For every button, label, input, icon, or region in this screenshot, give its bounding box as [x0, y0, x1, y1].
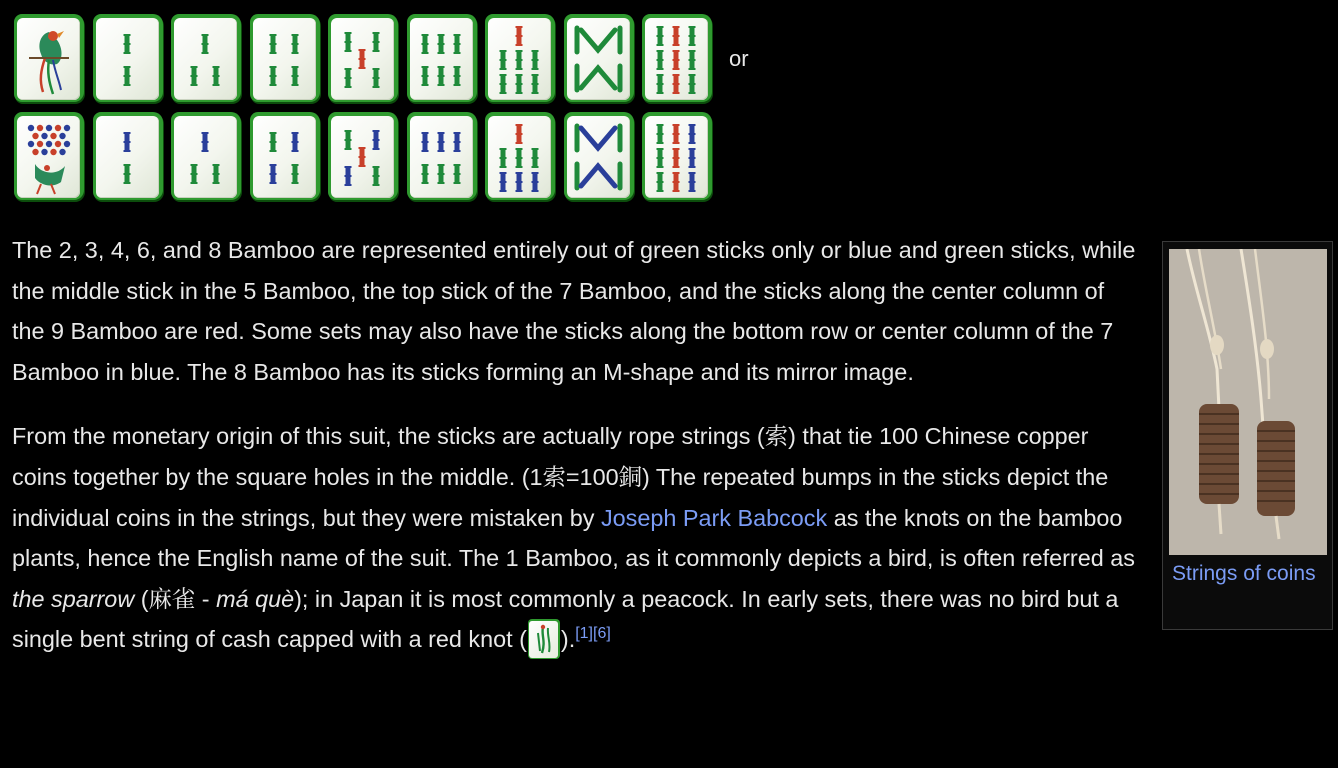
- pinyin-term: má què: [216, 585, 295, 612]
- tile-face: [253, 116, 316, 198]
- bamboo-8-tile-icon[interactable]: [564, 14, 634, 102]
- bamboo-4-tile-icon[interactable]: [250, 14, 320, 102]
- tile-row-blue-green: [14, 112, 712, 200]
- thumbnail-caption[interactable]: Strings of coins: [1172, 562, 1316, 585]
- paragraph-colors: The 2, 3, 4, 6, and 8 Bamboo are represented entirely out of green sticks only or blue and green sticks, while the middle stick in the 5 Bamboo, the top stick of the 7 Bamboo, and the sticks along the center column of the 9 Bamboo are red. Some sets may also have the sticks along the bottom row or center column of the 7 Bamboo in blue. The 8 Bamboo has its sticks forming an M-shape and its mirror image.: [12, 237, 1136, 385]
- tile-face: [331, 18, 394, 100]
- bamboo-2-tile-icon[interactable]: [93, 112, 163, 200]
- tile-face: [567, 116, 630, 198]
- tile-face: [488, 18, 551, 100]
- text-segment: ); in Japan it is most commonly a peacock. In early sets, there was no bird but a single bent string of cash capped with a red knot (: [12, 585, 1119, 653]
- bamboo-6-tile-icon[interactable]: [407, 112, 477, 200]
- tile-face: [488, 116, 551, 198]
- bamboo-3-tile-icon[interactable]: [171, 14, 241, 102]
- tile-face: [17, 116, 80, 198]
- paragraph-origin: [12, 416, 1137, 661]
- text-segment: as the knots on the bamboo plants, hence the English name of the suit. The 1 Bamboo, as it commonly depicts a bird, is often referred as: [12, 504, 1135, 572]
- text-segment: From the monetary origin of this suit, the sticks are actually rope strings (索) that tie 100 Chinese copper coins together by the square holes in the middle. (1索=100銅) The repeated bumps in the sticks depict the individual coins in the strings, but they were mistaken by: [12, 423, 1109, 531]
- or-label: or: [729, 46, 749, 71]
- tile-face: [174, 116, 237, 198]
- bamboo-2-tile-icon[interactable]: [93, 14, 163, 102]
- tile-face: [174, 18, 237, 100]
- sparrow-term: the sparrow: [12, 585, 135, 612]
- early-bamboo-tile-icon[interactable]: [528, 619, 560, 659]
- article-body: [12, 230, 1137, 661]
- bamboo-7-tile-icon[interactable]: [485, 14, 555, 102]
- text-segment: (麻雀 -: [134, 585, 217, 612]
- tile-face: [96, 18, 159, 100]
- tile-face: [331, 116, 394, 198]
- tile-face: [645, 116, 708, 198]
- thumbnail-figure: [1162, 241, 1333, 630]
- tile-face: [253, 18, 316, 100]
- bamboo-8-tile-icon[interactable]: [564, 112, 634, 200]
- bamboo-1-tile-icon[interactable]: [14, 112, 84, 200]
- bamboo-3-tile-icon[interactable]: [171, 112, 241, 200]
- tile-face: [410, 116, 473, 198]
- bamboo-5-tile-icon[interactable]: [328, 14, 398, 102]
- tile-row-green-red: [14, 14, 712, 102]
- bamboo-6-tile-icon[interactable]: [407, 14, 477, 102]
- text-segment: ).: [560, 626, 576, 653]
- bamboo-1-tile-icon[interactable]: [14, 14, 84, 102]
- tile-face: [567, 18, 630, 100]
- bamboo-4-tile-icon[interactable]: [250, 112, 320, 200]
- tile-face: [96, 116, 159, 198]
- ref-1-link[interactable]: [1]: [575, 625, 593, 643]
- tile-face: [410, 18, 473, 100]
- coin-strings-photo[interactable]: [1169, 249, 1327, 555]
- tile-face: [17, 18, 80, 100]
- bamboo-9-tile-icon[interactable]: [642, 14, 712, 102]
- bamboo-5-tile-icon[interactable]: [328, 112, 398, 200]
- ref-6-link[interactable]: [6]: [593, 625, 611, 643]
- babcock-link[interactable]: Joseph Park Babcock: [600, 504, 828, 531]
- bamboo-9-tile-icon[interactable]: [642, 112, 712, 200]
- bamboo-7-tile-icon[interactable]: [485, 112, 555, 200]
- tile-face: [645, 18, 708, 100]
